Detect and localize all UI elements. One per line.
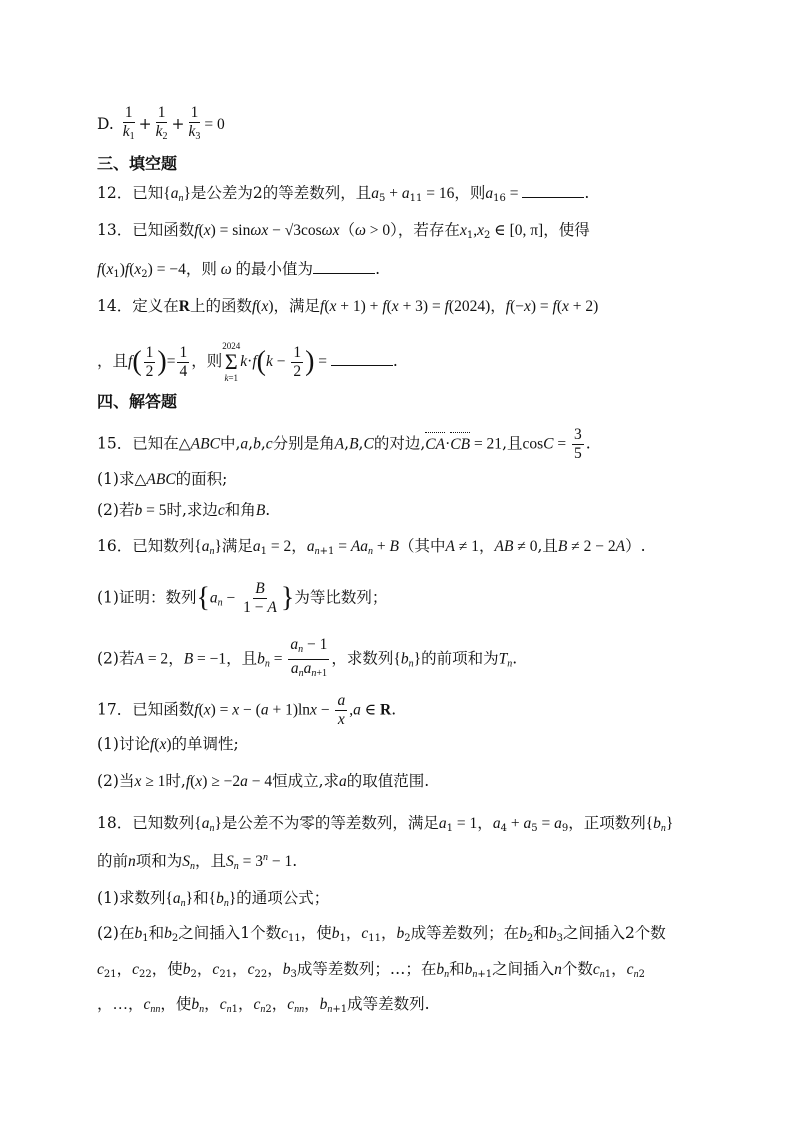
question-14-cont: ，且f( $\frac{1}{2}$ )= $\frac{1}{4}$ ，则 2024 Σ k=1 k·f(k − $\frac{1}{2}$ ) = . <box>97 341 398 383</box>
question-15-part-1: (1)求△ABC的面积; <box>97 470 228 488</box>
question-13: 13．已知函数f(x) = sinωx − √3cosωx（ω > 0），若存在$x_1,x_2$ ∈ [0, π]，使得 <box>97 221 590 241</box>
option-d: D. $\frac{1}{k_1}$ + $\frac{1}{k_2}$ + $\frac{1}{k_3}$ = 0 <box>97 104 225 142</box>
question-16-part-1: (1)证明：数列{$a_n$ − $\frac{B}{1 - A}$ }为等比数列； <box>97 580 388 616</box>
section-heading-fill-in: 三、填空题 <box>97 154 178 173</box>
question-12: 12．已知$\{a_n\}$是公差为2的等差数列，且$a_5 + a_{11} = 16$，则$a_{16}$ = . <box>97 184 590 204</box>
question-16-part-2: (2)若A = 2，B = −1，且$b_n$ = $\frac{a_n - 1}{a_na_{n+1}}$ ，求数列$\{b_n\}$的前项和为$T_n$. <box>97 636 518 679</box>
answer-blank <box>313 259 375 274</box>
question-17: 17．已知函数f(x) = x − (a + 1)lnx − $\frac{a}{x}$ ,a ∈ R. <box>97 692 397 728</box>
question-18-part-2-cont: $c_{21}$，$c_{22}$，使$b_2$，$c_{21}$，$c_{22}$，$b_3$成等差数列；…；在$b_n$和$b_{n+1}$之间插入n个数$c_{n1}$，$c_{n2}$ <box>97 960 645 980</box>
question-18-part-1: (1)求数列$\{a_n\}$和$\{b_n\}$的通项公式； <box>97 889 330 909</box>
question-17-part-1: (1)讨论f(x)的单调性; <box>97 735 239 753</box>
question-17-part-2: (2)当x ≥ 1时,f(x) ≥ −2a − 4恒成立,求a的取值范围. <box>97 772 430 790</box>
question-18: 18．已知数列$\{a_n\}$是公差不为零的等差数列，满足$a_1 = 1$，$a_4 + a_5 = a_9$，正项数列$\{b_n\}$ <box>97 814 674 834</box>
answer-blank <box>331 351 393 366</box>
question-18-cont: 的前n项和为$S_n$，且$S_n = 3^n - 1$. <box>97 852 298 872</box>
question-14: 14．定义在R上的函数f(x)，满足f(x + 1) + f(x + 3) = f(2024)，f(−x) = f(x + 2) <box>97 297 599 315</box>
question-18-part-2: (2)在$b_1$和$b_2$之间插入1个数$c_{11}$，使$b_1$，$c_{11}$，$b_2$成等差数列；在$b_2$和$b_3$之间插入2个数 <box>97 924 666 944</box>
question-13-cont: $f(x_1)f(x_2) = -4$，则 ω 的最小值为 . <box>97 260 380 280</box>
answer-blank <box>522 183 584 198</box>
section-heading-solutions: 四、解答题 <box>97 392 178 411</box>
question-16: 16．已知数列$\{a_n\}$满足$a_1 = 2$，$a_{n+1} = Aa_n + B$（其中A ≠ 1，AB ≠ 0,且B ≠ 2 − 2A）. <box>97 537 646 557</box>
question-18-part-2-end: ，…，$c_{nn}$，使$b_n$，$c_{n1}$，$c_{n2}$，$c_{nn}$，$b_{n+1}$成等差数列. <box>97 995 430 1015</box>
question-15: 15．已知在△ABC中,a,b,c分别是角A,B,C的对边,CA·CB = 21,且cosC = $\frac{3}{5}$ . <box>97 426 591 462</box>
question-15-part-2: (2)若b = 5时,求边c和角B. <box>97 501 271 519</box>
